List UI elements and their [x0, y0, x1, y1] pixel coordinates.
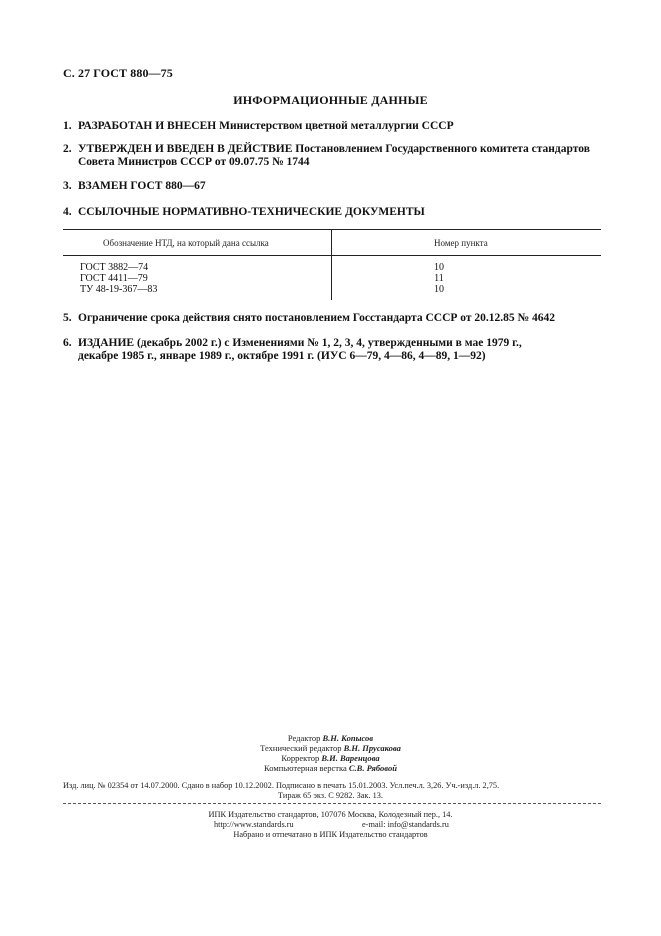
imprint-tech-editor [0, 743, 661, 753]
table-header-rule [63, 255, 601, 256]
info-item-2 [63, 143, 603, 169]
dashed-separator [63, 803, 601, 804]
item-heading: РАЗРАБОТАН И ВНЕСЕН [78, 120, 217, 132]
info-item-6 [63, 337, 603, 363]
publisher-site-link[interactable]: http://www.standards.ru [214, 820, 294, 829]
table-document-column [80, 262, 157, 295]
item-text-continuation: Совета Министров СССР от 09.07.75 № 1744 [78, 156, 310, 168]
imprint-corrector [0, 753, 661, 763]
item-text: (декабрь 2002 г.) с Изменениями № 1, 2, 3, 4, утвержденными в мае 1979 г., [134, 337, 522, 349]
table-point-column [430, 262, 448, 295]
imprint-label: Технический редактор [260, 743, 342, 753]
item-number: 6. [63, 337, 72, 349]
item-heading: ВЗАМЕН ГОСТ 880—67 [78, 180, 206, 192]
item-heading: УТВЕРЖДЕН И ВВЕДЕН В ДЕЙСТВИЕ [78, 143, 293, 155]
table-cell-document: ТУ 48-19-367—83 [80, 284, 158, 295]
imprint-name: В.И. Варенцова [321, 753, 380, 763]
item-number: 3. [63, 180, 72, 192]
item-number: 1. [63, 120, 72, 132]
item-text: Ограничение срока действия снято постановлением Госстандарта СССР от 20.12.85 № 4642 [78, 312, 555, 324]
table-header-point: Номер пункта [434, 238, 488, 248]
imprint-name: В.Н. Копысов [322, 733, 374, 743]
table-cell-document: ГОСТ 4411—79 [80, 273, 148, 284]
publication-details: Изд. лиц. № 02354 от 14.07.2000. Сдано в набор 10.12.2002. Подписано в печать 15.01.2003. Усл.печ.л. 3,26. Уч.-изд.л. 2,75. [63, 781, 500, 790]
item-number: 4. [63, 206, 72, 218]
item-number: 2. [63, 143, 72, 155]
table-cell-point: 10 [434, 262, 444, 273]
imprint-label: Компьютерная верстка [264, 763, 347, 773]
publisher-address: ИПК Издательство стандартов, 107076 Москва, Колодезный пер., 14. [208, 810, 453, 819]
imprint-layout [0, 763, 661, 773]
table-top-rule [63, 229, 601, 230]
item-text: Постановлением Государственного комитета стандартов [292, 143, 590, 155]
table-column-divider [331, 230, 332, 300]
info-item-4 [63, 206, 603, 219]
table-cell-document: ГОСТ 3882—74 [80, 262, 149, 273]
table-header-document: Обозначение НТД, на который дана ссылка [103, 238, 269, 248]
imprint-editor [0, 733, 661, 743]
imprint-name: С.В. Рябовой [348, 763, 397, 773]
publisher-block [0, 810, 661, 840]
table-cell-point: 11 [434, 273, 444, 284]
table-cell-point: 10 [434, 284, 444, 295]
item-text-continuation: декабре 1985 г., январе 1989 г., октябре 1991 г. (ИУС 6—79, 4—86, 4—89, 1—92) [78, 350, 486, 362]
publisher-email-link[interactable]: e-mail: info@standards.ru [362, 820, 449, 829]
imprint-label: Корректор [281, 753, 320, 763]
imprint-name: В.Н. Прусакова [343, 743, 401, 753]
page-header: С. 27 ГОСТ 880—75 [63, 66, 173, 80]
section-title: ИНФОРМАЦИОННЫЕ ДАННЫЕ [233, 93, 428, 107]
item-heading: ССЫЛОЧНЫЕ НОРМАТИВНО-ТЕХНИЧЕСКИЕ ДОКУМЕНТЫ [78, 206, 425, 218]
item-number: 5. [63, 312, 72, 324]
info-item-5 [63, 312, 603, 325]
item-heading: ИЗДАНИЕ [78, 337, 135, 349]
info-item-3 [63, 180, 603, 193]
publisher-printed-by: Набрано и отпечатано в ИПК Издательство стандартов [233, 830, 428, 839]
item-text: Министерством цветной металлургии СССР [216, 120, 454, 132]
info-item-1 [63, 120, 603, 133]
imprint-label: Редактор [287, 733, 321, 743]
print-run: Тираж 65 экз. С 9282. Зак. 13. [278, 791, 383, 800]
